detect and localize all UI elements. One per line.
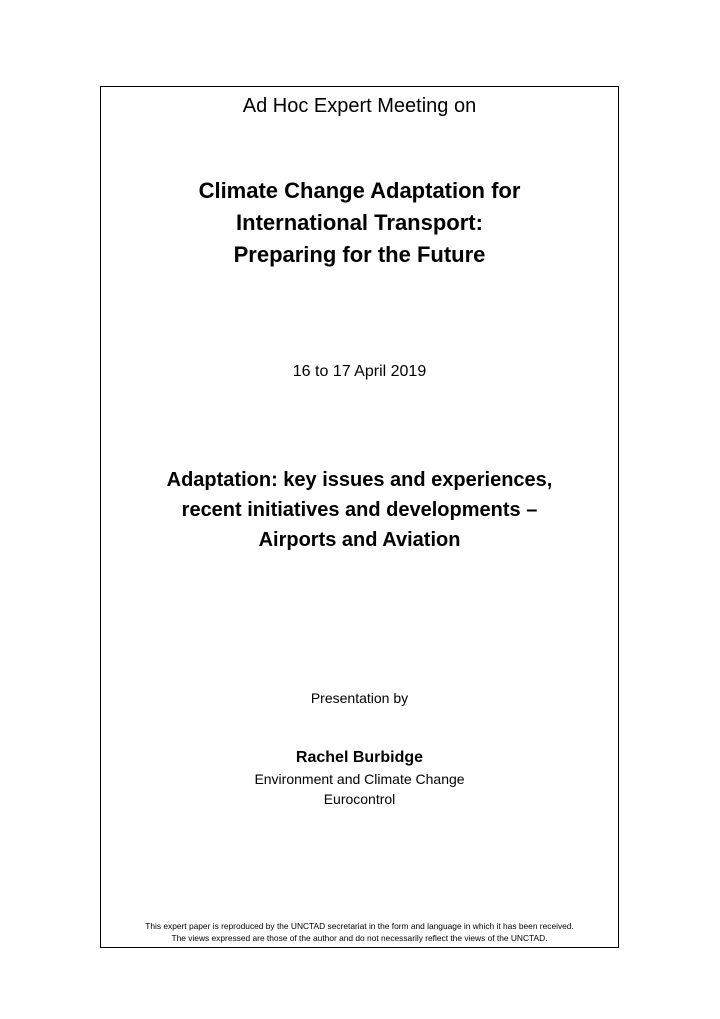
cover-page-frame — [100, 86, 619, 948]
presentation-label: Presentation by — [310, 690, 409, 706]
meeting-date: 16 to 17 April 2019 — [292, 363, 427, 380]
topic-line: Adaptation: key issues and experiences, — [166, 469, 553, 491]
topic-line: recent initiatives and developments – — [181, 499, 538, 521]
topic-line: Airports and Aviation — [258, 529, 461, 551]
paper-topic — [101, 465, 618, 555]
author-name: Rachel Burbidge — [295, 749, 424, 766]
title-line: Climate Change Adaptation for — [198, 178, 521, 203]
author-department: Environment and Climate Change — [254, 771, 465, 787]
author-organization: Eurocontrol — [323, 791, 396, 807]
document-title — [101, 175, 618, 271]
meeting-heading: Ad Hoc Expert Meeting on — [242, 95, 477, 117]
disclaimer-line: This expert paper is reproduced by the UNCTAD secretariat in the form and language in which it has been received. — [145, 921, 574, 931]
title-line: International Transport: — [236, 210, 483, 235]
title-line: Preparing for the Future — [233, 242, 486, 267]
disclaimer-line: The views expressed are those of the author and do not necessarily reflect the views of the UNCTAD. — [171, 933, 548, 943]
